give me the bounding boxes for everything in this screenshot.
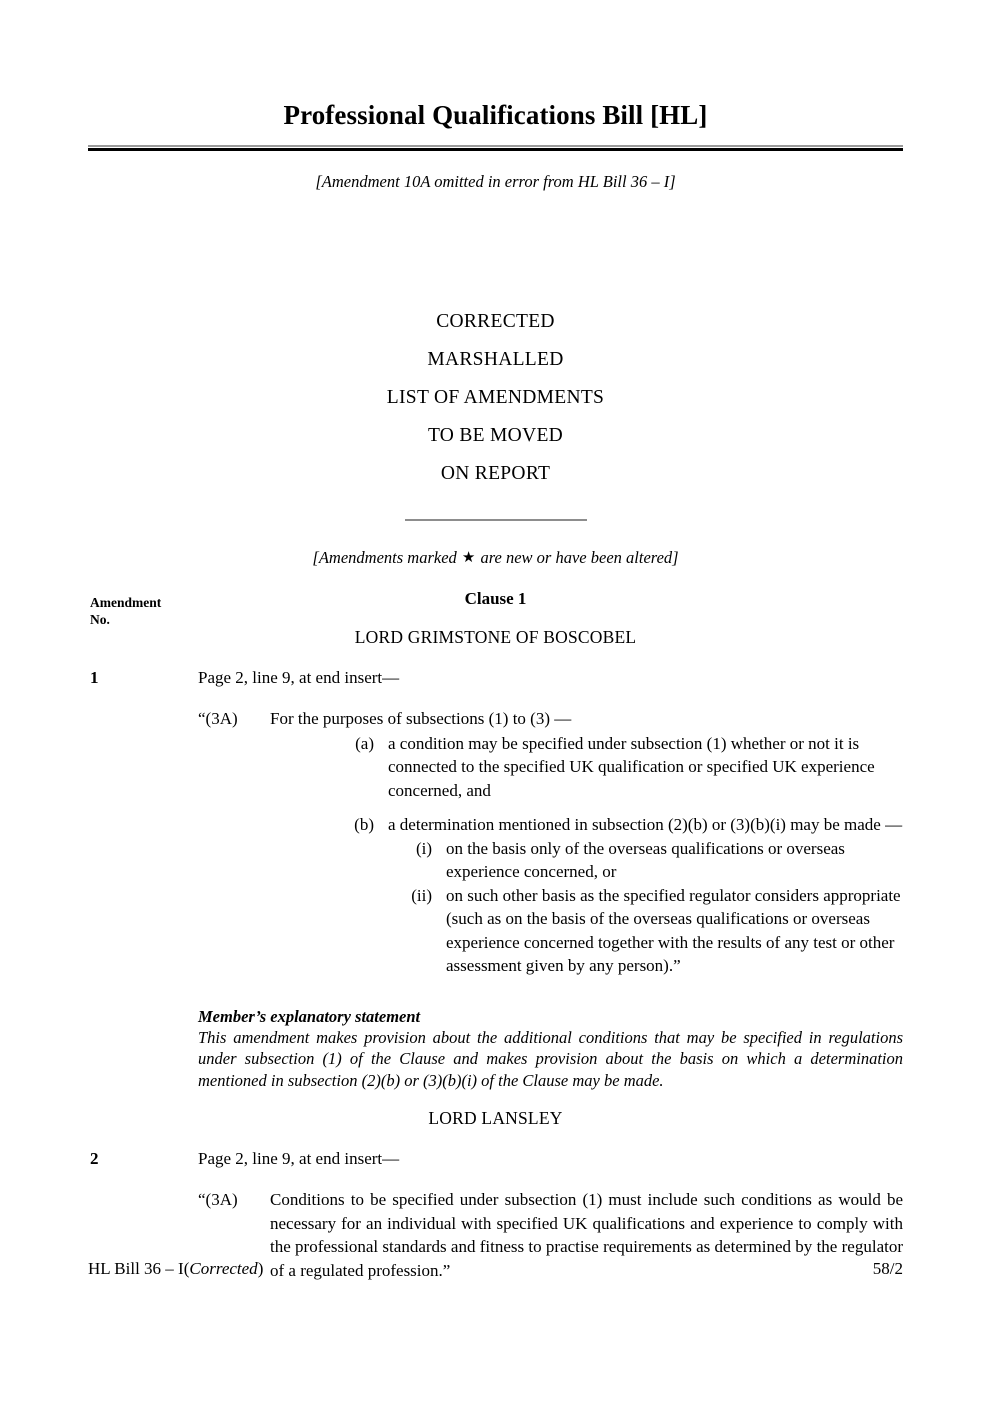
quote-item-marker: (a) [355,733,374,753]
quote-marker: “(3A) [198,709,238,728]
page-title: Professional Qualifications Bill [HL] [283,100,708,130]
amendment-lead-line: Page 2, line 9, at end insert— [198,1149,400,1168]
bill-reference-prefix: HL Bill 36 – I( [88,1259,190,1278]
list-heading-block [88,303,903,521]
page-number: 58/2 [872,1259,903,1278]
marked-note-prefix: [Amendments marked [312,548,461,567]
amendment-col-head-line1: Amendment [90,595,162,610]
quote-item-text: a condition may be specified under subsection (1) whether or not it is connected to the specified UK qualification or specified UK experience concerned, and [388,733,875,800]
heading-line-marshalled: MARSHALLED [427,349,564,370]
member-heading-grimstone: LORD GRIMSTONE OF BOSCOBEL [354,627,637,647]
explanatory-statement [198,1006,903,1092]
quote-subitem-ii [198,884,903,978]
star-icon: ★ [461,550,476,566]
explanatory-statement-body: This amendment makes provision about the additional conditions that may be specified in regulations under subsection (1) of the Clause and makes provision about the basis on which a determination mentioned in subsection (2)(b) or (3)(b)(i) of the Clause may be made. [198,1027,903,1090]
heading-line-corrected: CORRECTED [436,311,555,332]
section-divider [405,519,587,521]
amendment-col-head-line2: No. [90,612,110,627]
page-footer [88,1258,903,1280]
quote-item-marker: (b) [354,815,374,834]
amendment-quote-block [198,707,903,978]
quote-text: Conditions to be specified under subsection (1) must include such conditions as would be necessary for an individual with specified UK qualifications and experience to comply with the professional standards and fitness to practise requirements as determined by the regulator of a regulated profession.” [270,1190,903,1280]
heading-line-list-of-amendments: LIST OF AMENDMENTS [386,387,605,408]
quote-subitem-i [198,837,903,884]
quote-item-a [198,732,903,803]
quote-subitem-marker: (i) [415,838,432,858]
amendment-1 [88,666,903,978]
quote-row-3a [198,707,903,731]
explanatory-statement-heading: Member’s explanatory statement [198,1006,421,1026]
bill-reference [88,1258,263,1280]
quote-subitem-text: on the basis only of the overseas qualifications or overseas experience concerned, or [446,838,845,881]
amendment-number: 1 [90,668,99,687]
bill-reference-corrected: Corrected [189,1259,258,1278]
marked-note-suffix: are new or have been altered] [476,548,679,567]
heading-line-to-be-moved: TO BE MOVED [427,425,564,446]
amendment-lead-line: Page 2, line 9, at end insert— [198,668,400,687]
clause-heading: Clause 1 [464,589,527,608]
marked-amendments-note [88,548,903,568]
quote-marker: “(3A) [198,1190,238,1209]
quote-item-text: a determination mentioned in subsection (2)(b) or (3)(b)(i) may be made — [388,815,903,834]
title-divider [88,145,903,151]
bill-reference-suffix: ) [257,1259,264,1278]
masthead [88,100,903,151]
amendment-number: 2 [90,1149,99,1168]
quote-subitem-text: on such other basis as the specified regulator considers appropriate (such as on the basis of the overseas qualifications or overseas experience concerned together with the results of any test or other assessment given by any person).” [446,885,901,975]
amendments-content [88,588,903,1282]
quote-item-b [198,813,903,837]
quote-text: For the purposes of subsections (1) to (3) — [270,709,572,728]
member-heading-lansley: LORD LANSLEY [428,1108,563,1128]
heading-line-on-report: ON REPORT [440,463,551,484]
errata-note: [Amendment 10A omitted in error from HL Bill 36 – I] [315,172,676,191]
quote-subitem-marker: (ii) [411,885,432,905]
